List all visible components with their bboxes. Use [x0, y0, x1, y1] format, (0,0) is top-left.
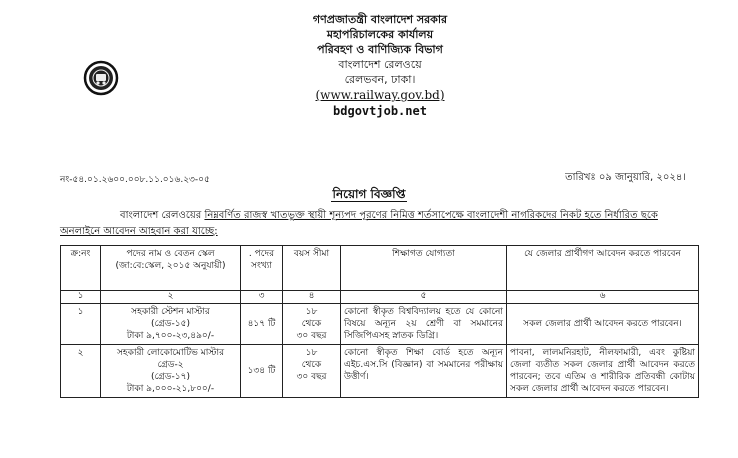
- vacancy-table: [60, 245, 699, 398]
- post-name: সহকারী লোকোমোটিভ মাস্টার গ্রেড-২: [116, 348, 225, 370]
- notice-title-text: নিয়োগ বিজ্ঞপ্তি: [332, 187, 406, 201]
- row-education: কোনো স্বীকৃত শিক্ষা বোর্ড হতে অন্যূন এইচ.এস.সি (বিজ্ঞান) বা সমমানের পরীক্ষায় উত্তীর্ণ।: [341, 345, 507, 398]
- row-education: কোনো স্বীকৃত বিশ্ববিদ্যালয় হতে যে কোনো বিষয়ে অন্যূন ২য় শ্রেণী বা সমমানের সিজিপিএসহ স্নাতক ডিগ্রি।: [341, 304, 507, 345]
- header-serial: ক্র:নং: [61, 246, 101, 291]
- post-grade: (গ্রেড-১৫): [151, 319, 190, 329]
- row-district: পাবনা, লালমনিরহাট, নীলফামারী, এবং কুষ্টিয়া জেলা ব্যতীত সকল জেলার প্রার্থী আবেদন করতে পারবেন; তবে এতিম ও শারীরিক প্রতিবন্ধী কোটায় সকল জেলার প্রার্থী আবেদন করতে পারবেন।: [507, 345, 699, 398]
- col-number: ৩: [241, 291, 283, 304]
- row-post: [101, 304, 241, 345]
- office-address: রেলভবন, ঢাকা।: [344, 73, 416, 86]
- website-link[interactable]: (www.railway.gov.bd): [315, 88, 445, 102]
- intro-part1: বাংলাদেশ রেলওয়ের: [120, 210, 205, 221]
- column-number-row: [61, 291, 699, 304]
- row-district: সকল জেলার প্রার্থী আবেদন করতে পারবেন।: [507, 304, 699, 345]
- post-name: সহকারী স্টেশন মাস্টার: [131, 307, 210, 317]
- age-from: ১৮: [305, 307, 318, 317]
- header-district: যে জেলার প্রার্থীগণ আবেদন করতে পারবেন: [507, 246, 699, 291]
- table-row: [61, 345, 699, 398]
- memo-number: নং-৫৪.০১.২৬০০.০০৮.১১.০১৬.২৩-০৫: [60, 175, 210, 185]
- row-post: [101, 345, 241, 398]
- col-number: ৪: [283, 291, 341, 304]
- intro-paragraph: [60, 208, 700, 240]
- notice-date: তারিখঃ ০৯ জানুয়ারি, ২০২৪।: [565, 172, 686, 183]
- railway-seal-logo: [83, 60, 119, 96]
- gov-name: গণপ্রজাতন্ত্রী বাংলাদেশ সরকার: [312, 13, 448, 26]
- row-serial: ১: [61, 304, 101, 345]
- col-number: ২: [101, 291, 241, 304]
- row-serial: ২: [61, 345, 101, 398]
- header-age: বয়স সীমা: [283, 246, 341, 291]
- col-number: ১: [61, 291, 101, 304]
- age-to: ৩০ বছর: [296, 372, 327, 382]
- row-count: ৪১৭ টি: [241, 304, 283, 345]
- intro-part2: নিম্নবর্ণিত রাজস্ব খাতভুক্ত স্থায়ী শূন্যপদ পূরণের নিমিত্ত শর্তসাপেক্ষে বাংলাদেশী নাগরিকদের নিকট হতে নির্ধারিত ছকে অনলাইনে আবেদন আহবান করা যাচ্ছে:: [60, 210, 658, 237]
- table-header-row: [61, 246, 699, 291]
- post-scale: টাকা ৯,০০০-২১,৮০০/-: [126, 384, 215, 394]
- header-count: . পদের সংখ্যা: [241, 246, 283, 291]
- col-number: ৫: [341, 291, 507, 304]
- post-grade: (গ্রেড-১৭): [151, 372, 190, 382]
- watermark-text: bdgovtjob.net: [333, 104, 427, 118]
- org-name: বাংলাদেশ রেলওয়ে: [338, 58, 422, 71]
- row-age: [283, 345, 341, 398]
- notice-title: [0, 186, 738, 206]
- department-name: পরিবহণ ও বাণিজ্যিক বিভাগ: [317, 43, 443, 56]
- age-from: ১৮: [305, 348, 318, 358]
- office-header: [250, 12, 510, 119]
- age-to: ৩০ বছর: [296, 331, 327, 341]
- post-scale: টাকা ৯,৭০০-২৩,৪৯০/-: [126, 331, 215, 341]
- row-count: ১৩৪ টি: [241, 345, 283, 398]
- col-number: ৬: [507, 291, 699, 304]
- office-name: মহাপরিচালকের কার্যালয়: [326, 28, 434, 41]
- header-education: শিক্ষাগত যোগ্যতা: [341, 246, 507, 291]
- header-post: পদের নাম ও বেতন স্কেল (জা:বে:স্কেল, ২০১৫ অনুযায়ী): [101, 246, 241, 291]
- table-row: [61, 304, 699, 345]
- age-mid: থেকে: [301, 360, 322, 370]
- age-mid: থেকে: [301, 319, 322, 329]
- row-age: [283, 304, 341, 345]
